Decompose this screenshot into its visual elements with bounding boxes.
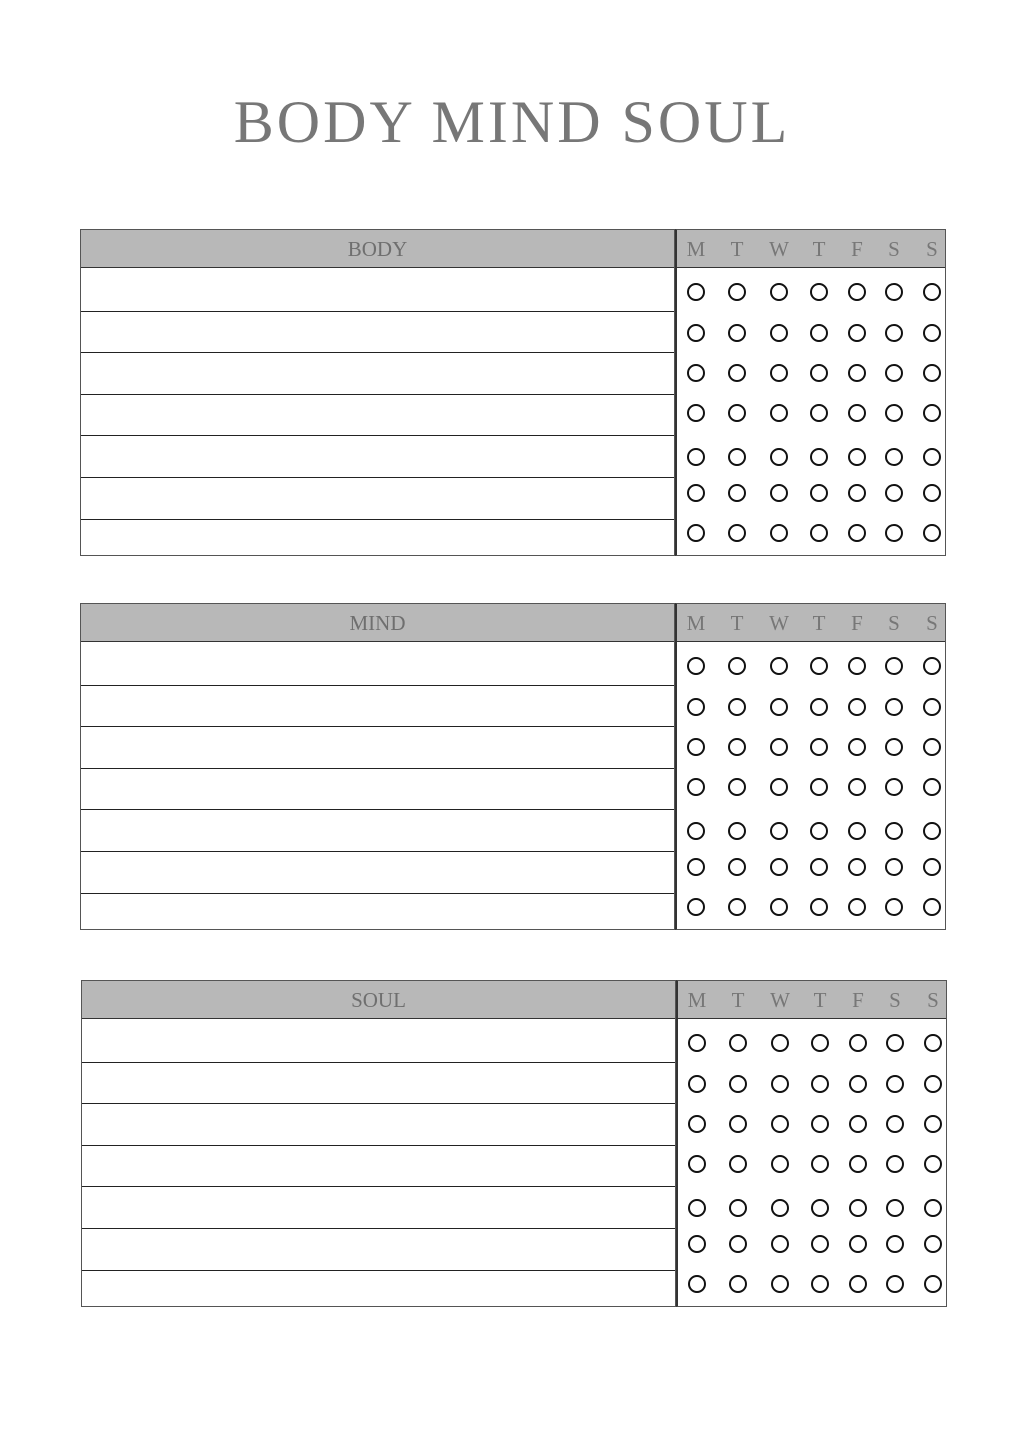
habit-checkbox-circle[interactable] — [770, 364, 788, 382]
row-divider — [81, 851, 674, 852]
habit-checkbox-circle[interactable] — [687, 738, 705, 756]
weekday-label: W — [769, 237, 789, 261]
habit-checkbox-circle[interactable] — [924, 1275, 942, 1293]
habit-checkbox-circle[interactable] — [770, 484, 788, 502]
habit-checkbox-circle[interactable] — [849, 1199, 867, 1217]
habit-checkbox-circle[interactable] — [849, 1034, 867, 1052]
habit-checkbox-circle[interactable] — [885, 698, 903, 716]
habit-checkbox-circle[interactable] — [849, 1235, 867, 1253]
row-divider — [81, 435, 674, 436]
habit-checkbox-circle[interactable] — [885, 822, 903, 840]
habit-checkbox-circle[interactable] — [885, 364, 903, 382]
weekday-label: S — [926, 611, 938, 635]
habit-checkbox-circle[interactable] — [811, 1199, 829, 1217]
weekday-label: M — [686, 237, 706, 261]
habit-list — [81, 980, 676, 1307]
habit-checkbox-circle[interactable] — [811, 1075, 829, 1093]
habit-checkbox-circle[interactable] — [771, 1034, 789, 1052]
habit-checkbox-circle[interactable] — [810, 448, 828, 466]
habit-checkbox-circle[interactable] — [687, 404, 705, 422]
habit-checkbox-circle[interactable] — [848, 698, 866, 716]
habit-entry-line[interactable] — [81, 728, 674, 766]
weekday-label: S — [888, 611, 900, 635]
habit-checkbox-circle[interactable] — [849, 1275, 867, 1293]
habit-checkbox-circle[interactable] — [848, 898, 866, 916]
habit-checkbox-circle[interactable] — [923, 283, 941, 301]
habit-checkbox-circle[interactable] — [688, 1199, 706, 1217]
habit-entry-line[interactable] — [81, 270, 674, 309]
habit-checkbox-circle[interactable] — [849, 1075, 867, 1093]
habit-entry-line[interactable] — [82, 1188, 675, 1226]
weekday-label: S — [926, 237, 938, 261]
habit-checkbox-circle[interactable] — [923, 858, 941, 876]
habit-checkbox-circle[interactable] — [810, 738, 828, 756]
habit-checkbox-circle[interactable] — [687, 822, 705, 840]
habit-checkbox-circle[interactable] — [848, 324, 866, 342]
habit-checkbox-circle[interactable] — [848, 448, 866, 466]
habit-checkbox-circle[interactable] — [729, 1235, 747, 1253]
row-divider — [81, 311, 674, 312]
habit-checkbox-circle[interactable] — [811, 1155, 829, 1173]
habit-checkbox-circle[interactable] — [811, 1235, 829, 1253]
weekday-label: S — [927, 988, 939, 1012]
habit-entry-line[interactable] — [81, 437, 674, 475]
weekday-label: T — [812, 237, 826, 261]
row-divider — [81, 519, 674, 520]
habit-checkbox-circle[interactable] — [770, 324, 788, 342]
habit-checkbox-circle[interactable] — [811, 1275, 829, 1293]
habit-checkbox-circle[interactable] — [924, 1235, 942, 1253]
habit-checkbox-circle[interactable] — [810, 404, 828, 422]
habit-checkbox-circle[interactable] — [885, 448, 903, 466]
habit-checkbox-circle[interactable] — [687, 698, 705, 716]
habit-checkbox-circle[interactable] — [728, 858, 746, 876]
weekday-label: T — [812, 611, 826, 635]
section-mind — [80, 603, 946, 930]
habit-checkbox-circle[interactable] — [885, 657, 903, 675]
habit-entry-line[interactable] — [81, 895, 674, 929]
habit-checkbox-circle[interactable] — [729, 1275, 747, 1293]
weekday-label: T — [731, 988, 745, 1012]
habit-checkbox-circle[interactable] — [848, 484, 866, 502]
weekday-label: S — [889, 988, 901, 1012]
habit-checkbox-circle[interactable] — [924, 1155, 942, 1173]
habit-checkbox-circle[interactable] — [770, 698, 788, 716]
habit-checkbox-circle[interactable] — [924, 1034, 942, 1052]
habit-checkbox-circle[interactable] — [770, 448, 788, 466]
habit-checkbox-circle[interactable] — [687, 524, 705, 542]
row-divider — [81, 685, 674, 686]
habit-entry-line[interactable] — [82, 1021, 675, 1060]
habit-checkbox-circle[interactable] — [728, 524, 746, 542]
habit-checkbox-circle[interactable] — [728, 283, 746, 301]
habit-entry-line[interactable] — [81, 521, 674, 555]
row-divider — [82, 1062, 675, 1063]
section-label: BODY — [347, 237, 408, 261]
row-divider — [81, 726, 674, 727]
habit-list — [80, 229, 675, 556]
habit-checkbox-circle[interactable] — [885, 778, 903, 796]
habit-entry-line[interactable] — [81, 853, 674, 891]
habit-checkbox-circle[interactable] — [688, 1034, 706, 1052]
habit-checkbox-circle[interactable] — [728, 898, 746, 916]
habit-checkbox-circle[interactable] — [771, 1115, 789, 1133]
habit-entry-line[interactable] — [81, 354, 674, 392]
habit-checkbox-circle[interactable] — [811, 1115, 829, 1133]
habit-checkbox-circle[interactable] — [923, 738, 941, 756]
section-header — [81, 230, 674, 268]
habit-entry-line[interactable] — [82, 1105, 675, 1143]
weekday-label: F — [851, 611, 863, 635]
habit-checkbox-circle[interactable] — [924, 1075, 942, 1093]
habit-checkbox-circle[interactable] — [924, 1115, 942, 1133]
habit-entry-line[interactable] — [81, 687, 674, 724]
weekday-header — [678, 981, 946, 1019]
habit-checkbox-circle[interactable] — [886, 1155, 904, 1173]
row-divider — [81, 352, 674, 353]
habit-checkbox-circle[interactable] — [688, 1115, 706, 1133]
habit-checkbox-circle[interactable] — [848, 738, 866, 756]
habit-list — [80, 603, 675, 930]
weekday-label: M — [686, 611, 706, 635]
habit-checkbox-circle[interactable] — [811, 1034, 829, 1052]
habit-checkbox-circle[interactable] — [728, 364, 746, 382]
weekday-label: W — [770, 988, 790, 1012]
habit-entry-line[interactable] — [82, 1064, 675, 1101]
habit-checkbox-circle[interactable] — [728, 324, 746, 342]
habit-checkbox-circle[interactable] — [810, 324, 828, 342]
weekday-label: T — [730, 237, 744, 261]
habit-checkbox-circle[interactable] — [886, 1075, 904, 1093]
habit-checkbox-circle[interactable] — [687, 898, 705, 916]
habit-checkbox-circle[interactable] — [923, 778, 941, 796]
habit-checkbox-circle[interactable] — [728, 698, 746, 716]
habit-checkbox-circle[interactable] — [770, 822, 788, 840]
habit-checkbox-circle[interactable] — [687, 484, 705, 502]
habit-entry-line[interactable] — [82, 1230, 675, 1268]
habit-entry-line[interactable] — [81, 396, 674, 433]
habit-checkbox-circle[interactable] — [687, 778, 705, 796]
section-header — [81, 604, 674, 642]
habit-checkbox-circle[interactable] — [923, 364, 941, 382]
habit-checkbox-circle[interactable] — [688, 1275, 706, 1293]
habit-checkbox-circle[interactable] — [687, 364, 705, 382]
weekday-header — [677, 604, 945, 642]
habit-checkbox-circle[interactable] — [923, 657, 941, 675]
weekday-header — [677, 230, 945, 268]
habit-checkbox-circle[interactable] — [770, 283, 788, 301]
section-soul — [81, 980, 947, 1307]
habit-checkbox-circle[interactable] — [923, 448, 941, 466]
habit-checkbox-circle[interactable] — [810, 657, 828, 675]
habit-checkbox-circle[interactable] — [810, 822, 828, 840]
habit-checkbox-circle[interactable] — [885, 324, 903, 342]
habit-checkbox-circle[interactable] — [923, 404, 941, 422]
habit-checkbox-circle[interactable] — [688, 1075, 706, 1093]
habit-checkbox-circle[interactable] — [886, 1235, 904, 1253]
habit-checkbox-circle[interactable] — [848, 657, 866, 675]
habit-checkbox-circle[interactable] — [849, 1155, 867, 1173]
weekday-label: F — [851, 237, 863, 261]
habit-checkbox-circle[interactable] — [729, 1075, 747, 1093]
habit-entry-line[interactable] — [81, 770, 674, 807]
habit-checkbox-circle[interactable] — [771, 1199, 789, 1217]
habit-checkbox-circle[interactable] — [848, 822, 866, 840]
habit-checkbox-circle[interactable] — [728, 738, 746, 756]
habit-checkbox-circle[interactable] — [770, 858, 788, 876]
row-divider — [82, 1145, 675, 1146]
row-divider — [82, 1186, 675, 1187]
habit-checkbox-circle[interactable] — [728, 657, 746, 675]
weekday-tracker — [675, 229, 946, 556]
weekday-label: M — [687, 988, 707, 1012]
weekday-label: T — [730, 611, 744, 635]
habit-checkbox-circle[interactable] — [687, 858, 705, 876]
habit-checkbox-circle[interactable] — [810, 858, 828, 876]
habit-checkbox-circle[interactable] — [771, 1075, 789, 1093]
section-header — [82, 981, 675, 1019]
habit-checkbox-circle[interactable] — [924, 1199, 942, 1217]
habit-checkbox-circle[interactable] — [810, 364, 828, 382]
section-body — [80, 229, 946, 556]
row-divider — [81, 809, 674, 810]
habit-checkbox-circle[interactable] — [770, 778, 788, 796]
page-title: BODY MIND SOUL — [233, 89, 791, 155]
habit-checkbox-circle[interactable] — [848, 778, 866, 796]
habit-checkbox-circle[interactable] — [687, 283, 705, 301]
habit-checkbox-circle[interactable] — [886, 1199, 904, 1217]
habit-checkbox-circle[interactable] — [688, 1155, 706, 1173]
habit-checkbox-circle[interactable] — [728, 778, 746, 796]
habit-checkbox-circle[interactable] — [728, 484, 746, 502]
habit-checkbox-circle[interactable] — [810, 898, 828, 916]
habit-checkbox-circle[interactable] — [885, 404, 903, 422]
habit-checkbox-circle[interactable] — [848, 283, 866, 301]
habit-checkbox-circle[interactable] — [923, 524, 941, 542]
habit-checkbox-circle[interactable] — [687, 324, 705, 342]
habit-checkbox-circle[interactable] — [885, 858, 903, 876]
weekday-tracker — [676, 980, 947, 1307]
habit-entry-line[interactable] — [81, 479, 674, 517]
row-divider — [81, 394, 674, 395]
habit-checkbox-circle[interactable] — [886, 1115, 904, 1133]
habit-checkbox-circle[interactable] — [770, 657, 788, 675]
row-divider — [82, 1103, 675, 1104]
habit-checkbox-circle[interactable] — [885, 524, 903, 542]
habit-checkbox-circle[interactable] — [770, 738, 788, 756]
habit-checkbox-circle[interactable] — [729, 1155, 747, 1173]
habit-checkbox-circle[interactable] — [771, 1275, 789, 1293]
habit-checkbox-circle[interactable] — [885, 283, 903, 301]
section-label: MIND — [349, 611, 406, 635]
habit-checkbox-circle[interactable] — [885, 738, 903, 756]
habit-checkbox-circle[interactable] — [886, 1275, 904, 1293]
habit-entry-line[interactable] — [81, 644, 674, 683]
weekday-label: S — [888, 237, 900, 261]
habit-checkbox-circle[interactable] — [770, 898, 788, 916]
habit-checkbox-circle[interactable] — [886, 1034, 904, 1052]
habit-entry-line[interactable] — [82, 1272, 675, 1306]
habit-checkbox-circle[interactable] — [885, 898, 903, 916]
habit-checkbox-circle[interactable] — [687, 448, 705, 466]
weekday-label: W — [769, 611, 789, 635]
row-divider — [82, 1270, 675, 1271]
habit-checkbox-circle[interactable] — [923, 898, 941, 916]
habit-checkbox-circle[interactable] — [810, 283, 828, 301]
habit-checkbox-circle[interactable] — [923, 484, 941, 502]
weekday-label: F — [852, 988, 864, 1012]
habit-checkbox-circle[interactable] — [849, 1115, 867, 1133]
habit-checkbox-circle[interactable] — [771, 1235, 789, 1253]
habit-checkbox-circle[interactable] — [923, 324, 941, 342]
habit-checkbox-circle[interactable] — [729, 1199, 747, 1217]
habit-checkbox-circle[interactable] — [729, 1034, 747, 1052]
row-divider — [82, 1228, 675, 1229]
section-label: SOUL — [351, 988, 406, 1012]
habit-entry-line[interactable] — [81, 313, 674, 350]
habit-checkbox-circle[interactable] — [728, 404, 746, 422]
habit-checkbox-circle[interactable] — [810, 484, 828, 502]
habit-checkbox-circle[interactable] — [810, 778, 828, 796]
row-divider — [81, 893, 674, 894]
habit-checkbox-circle[interactable] — [848, 364, 866, 382]
weekday-label: T — [813, 988, 827, 1012]
habit-checkbox-circle[interactable] — [771, 1155, 789, 1173]
habit-checkbox-circle[interactable] — [848, 404, 866, 422]
row-divider — [81, 477, 674, 478]
habit-checkbox-circle[interactable] — [687, 657, 705, 675]
habit-checkbox-circle[interactable] — [688, 1235, 706, 1253]
habit-checkbox-circle[interactable] — [729, 1115, 747, 1133]
habit-checkbox-circle[interactable] — [770, 404, 788, 422]
habit-checkbox-circle[interactable] — [770, 524, 788, 542]
habit-entry-line[interactable] — [81, 811, 674, 849]
habit-checkbox-circle[interactable] — [923, 822, 941, 840]
habit-checkbox-circle[interactable] — [810, 524, 828, 542]
habit-checkbox-circle[interactable] — [728, 822, 746, 840]
row-divider — [81, 768, 674, 769]
habit-checkbox-circle[interactable] — [810, 698, 828, 716]
habit-checkbox-circle[interactable] — [848, 524, 866, 542]
weekday-tracker — [675, 603, 946, 930]
habit-checkbox-circle[interactable] — [848, 858, 866, 876]
habit-checkbox-circle[interactable] — [728, 448, 746, 466]
habit-entry-line[interactable] — [82, 1147, 675, 1184]
habit-checkbox-circle[interactable] — [885, 484, 903, 502]
habit-checkbox-circle[interactable] — [923, 698, 941, 716]
